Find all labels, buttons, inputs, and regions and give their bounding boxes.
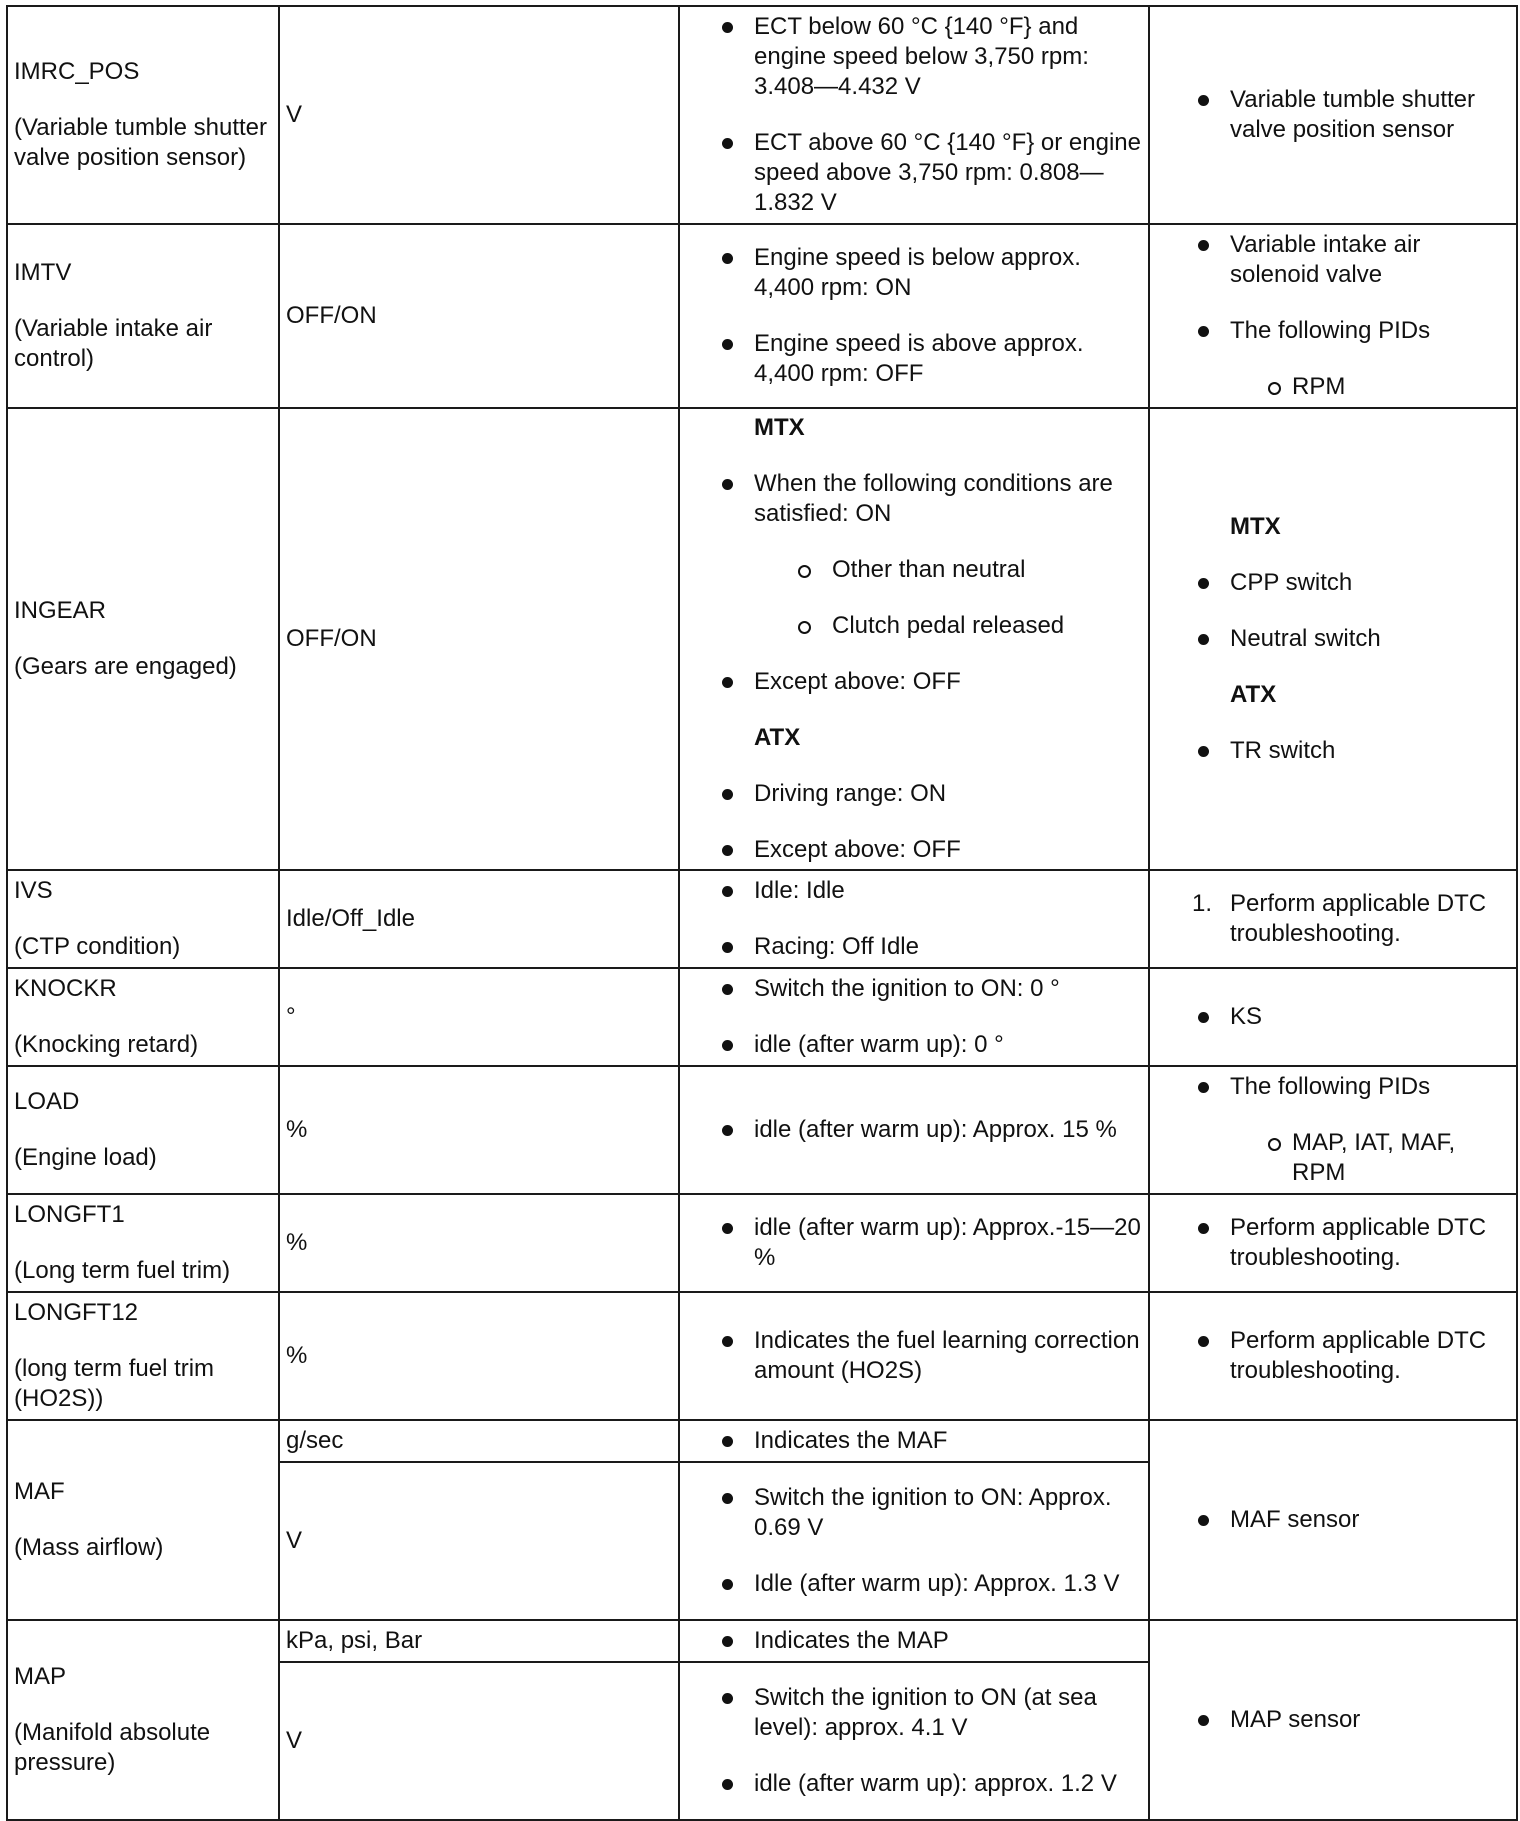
action-cell (1149, 1194, 1517, 1292)
unit-cell: % (279, 1292, 679, 1420)
condition-item: Engine speed is above approx. 4,400 rpm: OFF (710, 329, 1142, 389)
action-item: Variable intake air solenoid valve (1186, 230, 1510, 290)
condition-item: idle (after warm up): Approx. 15 % (710, 1115, 1142, 1145)
action-item: MAP sensor (1186, 1705, 1510, 1735)
pid-table-page (6, 5, 1516, 1813)
pid-name: IMRC_POS (14, 58, 140, 85)
action-item: The following PIDs (1186, 1072, 1510, 1102)
unit-cell: V (279, 1462, 679, 1620)
condition-item: Switch the ignition to ON: 0 ° (710, 974, 1142, 1004)
action-numbered-item (1186, 889, 1510, 949)
condition-item: idle (after warm up): Approx.-15—20 % (710, 1213, 1142, 1273)
pid-name: INGEAR (14, 597, 107, 624)
condition-item: Except above: OFF (710, 667, 1142, 697)
condition-cell (679, 6, 1149, 224)
action-item: KS (1186, 1002, 1510, 1032)
unit-cell: Idle/Off_Idle (279, 870, 679, 968)
pid-monitor-table (6, 5, 1518, 1821)
unit-cell: g/sec (279, 1420, 679, 1462)
condition-cell (679, 870, 1149, 968)
condition-cell (679, 1066, 1149, 1194)
action-cell (1149, 224, 1517, 408)
action-cell (1149, 1066, 1517, 1194)
action-item: TR switch (1186, 736, 1510, 766)
condition-item: Switch the ignition to ON (at sea level): approx. 4.1 V (710, 1683, 1142, 1743)
pid-name-cell (7, 224, 279, 408)
condition-subitem: Other than neutral (710, 555, 1142, 585)
pid-name-cell (7, 870, 279, 968)
condition-item: When the following conditions are satisfied: ON (710, 469, 1142, 529)
action-item: Perform applicable DTC troubleshooting. (1186, 1326, 1510, 1386)
atx-header: ATX (754, 724, 801, 751)
action-cell (1149, 1620, 1517, 1820)
unit-cell: V (279, 6, 679, 224)
condition-item: ECT above 60 °C {140 °F} or engine speed above 3,750 rpm: 0.808—1.832 V (710, 128, 1142, 218)
condition-cell (679, 408, 1149, 870)
pid-name: IMTV (14, 259, 72, 286)
table-row (7, 1066, 1517, 1194)
pid-description: (Variable intake air control) (14, 315, 213, 372)
pid-name-cell (7, 408, 279, 870)
unit-cell: OFF/ON (279, 224, 679, 408)
condition-item: Driving range: ON (710, 779, 1142, 809)
action-item: Perform applicable DTC troubleshooting. (1186, 1213, 1510, 1273)
condition-item: Idle (after warm up): Approx. 1.3 V (710, 1569, 1142, 1599)
condition-item: Except above: OFF (710, 835, 1142, 865)
pid-description: (Manifold absolute pressure) (14, 1719, 211, 1776)
pid-description: (long term fuel trim (HO2S)) (14, 1355, 215, 1412)
pid-name-cell (7, 6, 279, 224)
pid-name: MAF (14, 1478, 65, 1505)
action-cell (1149, 968, 1517, 1066)
table-row (7, 870, 1517, 968)
table-row (7, 968, 1517, 1066)
condition-cell (679, 1292, 1149, 1420)
unit-cell: V (279, 1662, 679, 1820)
pid-name: MAP (14, 1663, 67, 1690)
pid-name-cell (7, 1620, 279, 1820)
condition-item: idle (after warm up): approx. 1.2 V (710, 1769, 1142, 1799)
condition-cell (679, 1194, 1149, 1292)
table-row (7, 1420, 1517, 1462)
condition-item: Idle: Idle (710, 876, 1142, 906)
table-row (7, 224, 1517, 408)
condition-item: idle (after warm up): 0 ° (710, 1030, 1142, 1060)
condition-item: Indicates the MAP (710, 1626, 1142, 1656)
pid-name: IVS (14, 877, 53, 904)
condition-cell (679, 224, 1149, 408)
condition-item: Racing: Off Idle (710, 932, 1142, 962)
pid-description: (Gears are engaged) (14, 653, 237, 680)
table-row (7, 408, 1517, 870)
pid-name-cell (7, 1194, 279, 1292)
condition-cell (679, 1420, 1149, 1462)
pid-description: (Variable tumble shutter valve position sensor) (14, 114, 268, 171)
condition-item: Indicates the MAF (710, 1426, 1142, 1456)
unit-cell: % (279, 1194, 679, 1292)
action-cell (1149, 408, 1517, 870)
action-cell (1149, 1420, 1517, 1620)
mtx-header: MTX (1230, 513, 1281, 540)
atx-header: ATX (1230, 681, 1277, 708)
action-item: The following PIDs (1186, 316, 1510, 346)
pid-name-cell (7, 968, 279, 1066)
unit-cell: OFF/ON (279, 408, 679, 870)
condition-subitem: Clutch pedal released (710, 611, 1142, 641)
action-subitem: RPM (1156, 372, 1510, 402)
condition-cell (679, 968, 1149, 1066)
pid-name-cell (7, 1292, 279, 1420)
pid-name: LONGFT1 (14, 1201, 125, 1228)
pid-name: LOAD (14, 1088, 80, 1115)
unit-cell: % (279, 1066, 679, 1194)
action-item: Neutral switch (1186, 624, 1510, 654)
condition-item: Switch the ignition to ON: Approx. 0.69 V (710, 1483, 1142, 1543)
pid-description: (Engine load) (14, 1144, 157, 1171)
pid-name-cell (7, 1066, 279, 1194)
pid-description: (Long term fuel trim) (14, 1257, 231, 1284)
table-row (7, 1620, 1517, 1662)
action-text: Perform applicable DTC troubleshooting. (1230, 890, 1487, 947)
action-item: Variable tumble shutter valve position sensor (1186, 85, 1510, 145)
condition-item: Engine speed is below approx. 4,400 rpm: ON (710, 243, 1142, 303)
pid-description: (Mass airflow) (14, 1534, 164, 1561)
table-row (7, 6, 1517, 224)
mtx-header: MTX (754, 414, 805, 441)
pid-description: (Knocking retard) (14, 1031, 199, 1058)
condition-cell (679, 1462, 1149, 1620)
table-row (7, 1194, 1517, 1292)
condition-cell (679, 1620, 1149, 1662)
pid-description: (CTP condition) (14, 933, 181, 960)
unit-cell: kPa, psi, Bar (279, 1620, 679, 1662)
action-cell (1149, 6, 1517, 224)
action-cell (1149, 870, 1517, 968)
step-number: 1. (1192, 890, 1213, 917)
pid-name: LONGFT12 (14, 1299, 139, 1326)
condition-item: Indicates the fuel learning correction amount (HO2S) (710, 1326, 1142, 1386)
condition-item: ECT below 60 °C {140 °F} and engine speed below 3,750 rpm: 3.408—4.432 V (710, 12, 1142, 102)
table-row (7, 1292, 1517, 1420)
pid-name: KNOCKR (14, 975, 117, 1002)
action-cell (1149, 1292, 1517, 1420)
pid-name-cell (7, 1420, 279, 1620)
unit-cell: ° (279, 968, 679, 1066)
action-item: CPP switch (1186, 568, 1510, 598)
action-subitem: MAP, IAT, MAF, RPM (1156, 1128, 1510, 1188)
action-item: MAF sensor (1186, 1505, 1510, 1535)
condition-cell (679, 1662, 1149, 1820)
